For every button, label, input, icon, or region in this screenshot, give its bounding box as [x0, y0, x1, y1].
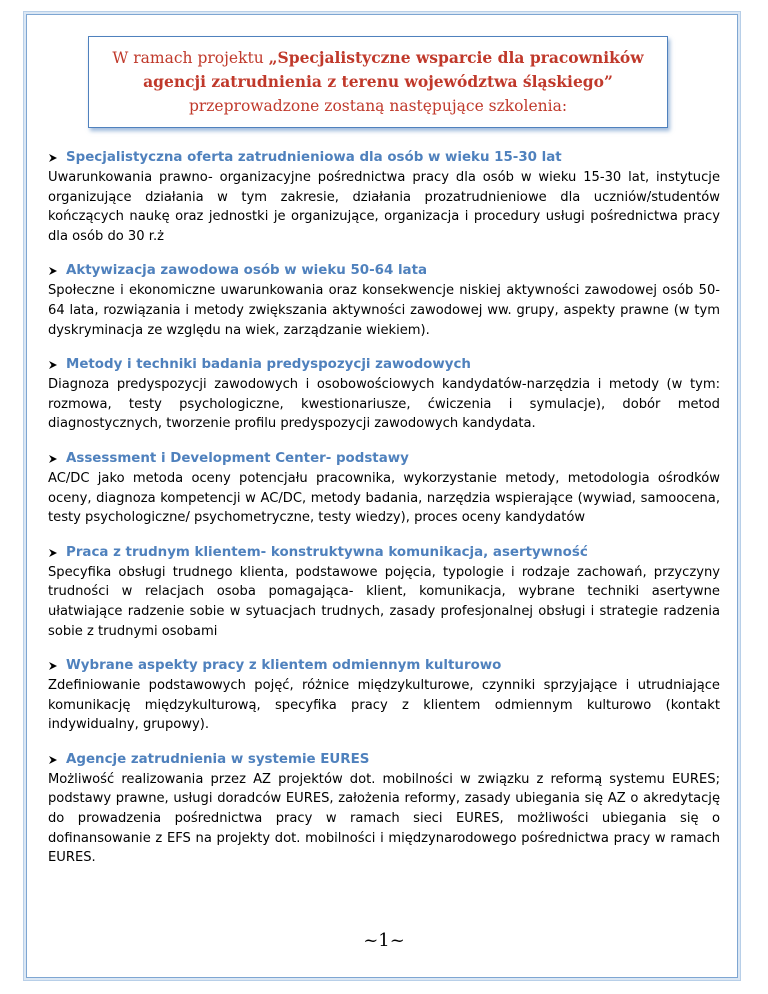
section-heading: [48, 449, 720, 469]
project-title: „Specjalistyczne wsparcie dla pracowników agencji zatrudnienia z terenu województwa śląskiego”: [143, 48, 644, 91]
section-body: Diagnoza predyspozycji zawodowych i osobowościowych kandydatów-narzędzia i metody (w tym: rozmowa, testy psychologiczne, kwestionariusze, ćwiczenia i symulacje), dobór metod diagnostycznych, tworzenie profilu predyspozycji zawodowych kandydata.: [48, 377, 720, 432]
training-list: [48, 148, 720, 883]
title-box: [88, 36, 668, 128]
section-heading: [48, 355, 720, 375]
training-section: [48, 656, 720, 735]
section-body: Zdefiniowanie podstawowych pojęć, różnice międzykulturowe, czynniki sprzyjające i utrudniające komunikację międzykulturową, specyfika pracy z klientem odmiennym kulturowo (kontakt indywidualny, grupowy).: [48, 678, 720, 733]
title-outro: przeprowadzone zostaną następujące szkolenia:: [188, 97, 568, 115]
training-section: [48, 355, 720, 434]
section-body: Możliwość realizowania przez AZ projektów dot. mobilności w związku z reformą systemu EURES; podstawy prawne, usługi doradców EURES, założenia reformy, zasady ubiegania się AZ o akredytację do prowadzenia pośrednictwa pracy w ramach sieci EURES, możliwości ubiegania się o dofinansowanie z EFS na projekty dot. mobilności i międzynarodowego pośrednictwa pracy w ramach EURES.: [48, 771, 720, 866]
section-title: Aktywizacja zawodowa osób w wieku 50-64 lata: [66, 263, 428, 279]
section-title: Specjalistyczna oferta zatrudnieniowa dla osób w wieku 15-30 lat: [66, 150, 562, 165]
training-section: [48, 543, 720, 641]
training-section: [48, 750, 720, 868]
arrow-bullet-icon: [48, 449, 66, 469]
section-body: Uwarunkowania prawno- organizacyjne pośrednictwa pracy dla osób w wieku 15-30 lat, instytucje organizujące działania w tym zakresie, działania prozatrudnieniowe dla uczniów/studentów kończących naukę oraz jednostki je organizujące, organizacja i procedury usługi pośrednictwa pracy dla osób do 30 r.ż: [48, 170, 720, 244]
section-title: Metody i techniki badania predyspozycji zawodowych: [66, 357, 471, 373]
section-heading: [48, 656, 720, 676]
arrow-bullet-icon: [48, 750, 66, 770]
page-number: ~1~: [363, 930, 405, 951]
section-heading: [48, 148, 720, 168]
training-section: [48, 449, 720, 528]
arrow-bullet-icon: [48, 261, 66, 281]
section-title: Agencje zatrudnienia w systemie EURES: [66, 751, 370, 767]
section-body: Specyfika obsługi trudnego klienta, podstawowe pojęcia, typologie i rodzaje zachowań, przyczyny trudności w relacjach osoba pomagająca- klient, komunikacja, wybrane techniki asertywne ułatwiające radzenie sobie w sytuacjach trudnych, zasady profesjonalnej obsługi i strategie radzenia sobie z trudnymi osobami: [48, 564, 720, 639]
section-title: Wybrane aspekty pracy z klientem odmiennym kulturowo: [66, 658, 502, 674]
section-body: Społeczne i ekonomiczne uwarunkowania oraz konsekwencje niskiej aktywności zawodowej osób 50-64 lata, rozwiązania i metody zwiększania aktywności zawodowej ww. grupy, aspekty prawne (w tym dyskryminacja ze względu na wiek, zarządzanie wiekiem).: [48, 283, 720, 338]
section-title: Praca z trudnym klientem- konstruktywna komunikacja, asertywność: [66, 544, 588, 560]
section-heading: [48, 261, 720, 281]
section-body: AC/DC jako metoda oceny potencjału pracownika, wykorzystanie metody, metodologia ośrodków oceny, diagnoza kompetencji w AC/DC, metody badania, narzędzia wspierające (wywiad, samoocena, testy psychologiczne/ psychometryczne, testy wiedzy), proces oceny kandydatów: [48, 470, 720, 526]
title-intro: W ramach projektu: [112, 49, 269, 67]
arrow-bullet-icon: [48, 656, 66, 676]
training-section: [48, 261, 720, 340]
training-section: [48, 148, 720, 246]
section-heading: [48, 750, 720, 770]
arrow-bullet-icon: [48, 355, 66, 375]
arrow-bullet-icon: [48, 543, 66, 563]
section-title: Assessment i Development Center- podstawy: [66, 450, 409, 466]
section-heading: [48, 543, 720, 563]
arrow-bullet-icon: [48, 148, 66, 168]
